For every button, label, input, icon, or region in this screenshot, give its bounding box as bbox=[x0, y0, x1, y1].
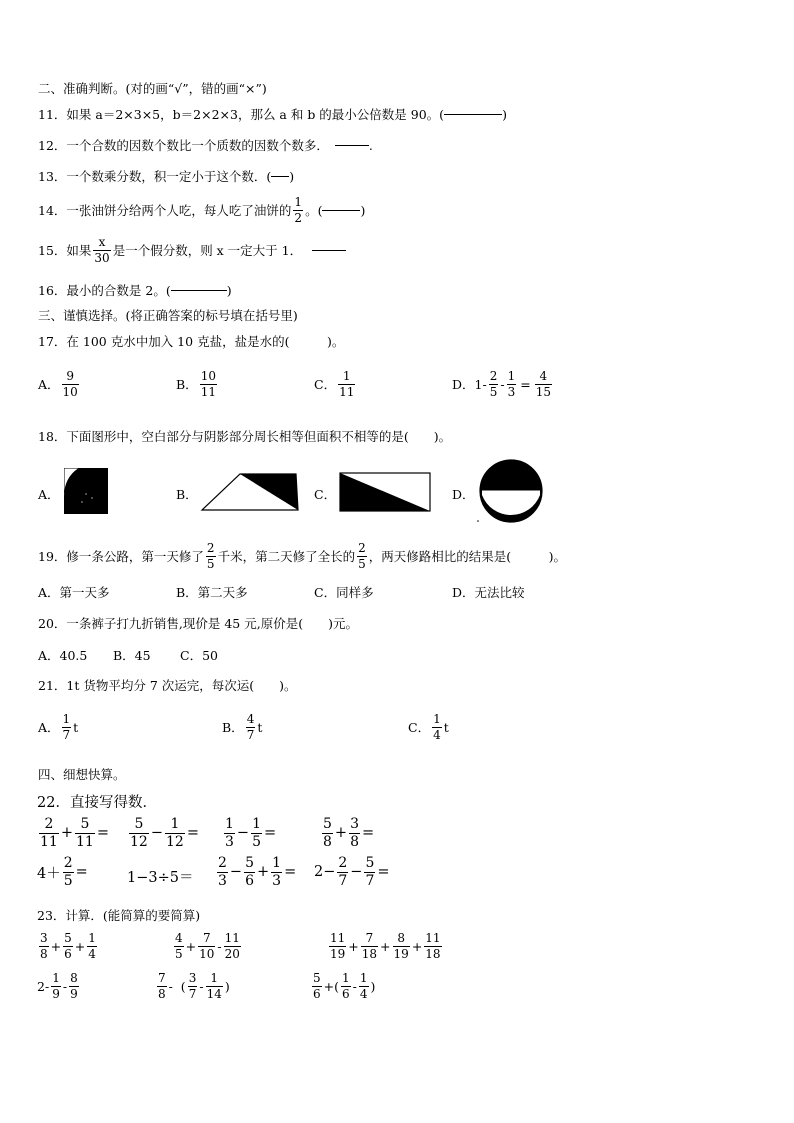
q23-calc-6 bbox=[310, 972, 375, 1000]
q20-b-text: B．45 bbox=[113, 648, 151, 663]
q19-option-d[interactable] bbox=[452, 583, 525, 601]
q23-title-text: 23．计算．(能简算的要简算) bbox=[37, 908, 201, 923]
operator: + bbox=[185, 938, 197, 954]
den: 8 bbox=[158, 986, 166, 1001]
q17-d-f2d: 3 bbox=[507, 384, 516, 399]
q14-post: 。( bbox=[305, 203, 323, 219]
den: 19 bbox=[393, 946, 409, 961]
frac bbox=[364, 856, 375, 888]
q17-stem: 17．在 100 克水中加入 10 克盐，盐是水的( )。 bbox=[38, 334, 345, 349]
frac bbox=[337, 856, 348, 888]
mid: +( bbox=[323, 978, 339, 994]
q21-b-den: 7 bbox=[246, 727, 255, 742]
frac bbox=[157, 972, 167, 1000]
frac bbox=[63, 932, 73, 960]
frac bbox=[271, 856, 282, 888]
q17-a-den: 10 bbox=[62, 384, 78, 399]
question-21 bbox=[38, 676, 297, 694]
question-23-title bbox=[37, 906, 200, 924]
frac bbox=[51, 972, 61, 1000]
q17-d-f2n: 1 bbox=[507, 369, 516, 383]
q21-c-den: 4 bbox=[433, 727, 441, 742]
q18-figure-d bbox=[476, 459, 546, 525]
q17-b-num: 10 bbox=[200, 369, 216, 383]
q17-d-f1d: 5 bbox=[489, 384, 498, 399]
q19-c-text: C．同样多 bbox=[314, 585, 374, 600]
equals: = bbox=[186, 825, 199, 842]
q17-option-a[interactable] bbox=[38, 370, 81, 398]
den: 12 bbox=[130, 833, 148, 850]
q22-expr-7 bbox=[215, 856, 296, 888]
num: 5 bbox=[245, 855, 254, 871]
num: 1 bbox=[342, 971, 350, 985]
frac bbox=[224, 932, 241, 960]
question-22-title bbox=[37, 791, 157, 812]
operator: + bbox=[348, 938, 359, 954]
num: 5 bbox=[64, 931, 72, 945]
section-3-title bbox=[38, 306, 298, 324]
num: 7 bbox=[158, 971, 166, 985]
q17-d-frac1 bbox=[489, 370, 499, 398]
operator: - bbox=[217, 938, 222, 954]
q18-option-a-label[interactable] bbox=[38, 485, 60, 503]
q21-a-num: 1 bbox=[62, 712, 71, 726]
num: 7 bbox=[365, 931, 374, 945]
q19-text: 19．修一条公路，第一天修了 bbox=[38, 549, 204, 565]
equals: = bbox=[75, 864, 88, 881]
q15-post: 是一个假分数，则 x 一定大于 1． bbox=[112, 243, 303, 259]
equals: = bbox=[96, 825, 109, 842]
q18-figure-b bbox=[200, 472, 300, 512]
num: 2 bbox=[63, 855, 73, 871]
operator: + bbox=[257, 864, 270, 881]
num: 1 bbox=[252, 816, 261, 832]
q17-c-fraction bbox=[338, 370, 355, 398]
frac bbox=[341, 972, 351, 1000]
frac bbox=[188, 972, 198, 1000]
frac bbox=[359, 972, 369, 1000]
operator: - bbox=[62, 978, 68, 994]
question-13 bbox=[38, 167, 294, 185]
frac bbox=[312, 972, 322, 1000]
q16-close: ) bbox=[226, 282, 232, 298]
q19-a-text: A．第一天多 bbox=[38, 585, 110, 600]
num: 2 bbox=[218, 855, 227, 871]
q18-d-label-text: D． bbox=[452, 487, 475, 502]
frac bbox=[349, 817, 360, 849]
den: 4 bbox=[88, 946, 96, 961]
operator: + bbox=[380, 938, 391, 954]
q14-den: 2 bbox=[294, 210, 303, 225]
q21-b-label: B． bbox=[222, 720, 244, 736]
q14-answer-blank[interactable] bbox=[322, 210, 360, 211]
section-4-title bbox=[38, 765, 126, 783]
q17-option-d[interactable] bbox=[452, 370, 554, 398]
q19-f1d: 5 bbox=[206, 556, 215, 571]
q19-f2d: 5 bbox=[358, 556, 366, 571]
lead: 4＋ bbox=[37, 865, 61, 882]
q21-a-den: 7 bbox=[62, 727, 71, 742]
num: 5 bbox=[313, 971, 321, 985]
q14-close: ) bbox=[360, 202, 366, 218]
num: 8 bbox=[70, 971, 78, 985]
frac bbox=[393, 932, 410, 960]
q14-num: 1 bbox=[294, 195, 303, 209]
q12-answer-blank[interactable] bbox=[335, 145, 369, 146]
q17-d-eq: = bbox=[520, 376, 531, 392]
den: 3 bbox=[225, 833, 234, 850]
den: 6 bbox=[313, 986, 321, 1001]
frac bbox=[361, 932, 378, 960]
num: 2 bbox=[44, 816, 54, 832]
operator: + bbox=[334, 825, 348, 842]
equals: = bbox=[284, 864, 297, 881]
frac bbox=[75, 817, 95, 849]
section-2-title-text: 二、准确判断。(对的画“√”，错的画“×”) bbox=[38, 81, 267, 96]
q15-num: x bbox=[98, 235, 106, 249]
den: 9 bbox=[70, 986, 78, 1001]
q21-b-num: 4 bbox=[246, 712, 255, 726]
den: 5 bbox=[252, 833, 261, 850]
num: 8 bbox=[397, 931, 405, 945]
q21-c-label: C． bbox=[408, 720, 431, 736]
q22-expr-4 bbox=[320, 817, 374, 849]
q17-d-label: D． bbox=[452, 377, 475, 393]
num: 11 bbox=[224, 931, 240, 945]
q19-mid: 千米，第二天修了全长的 bbox=[217, 549, 356, 565]
q22-title-text: 22．直接写得数． bbox=[37, 795, 157, 811]
operator: + bbox=[411, 938, 423, 954]
operator: + bbox=[50, 938, 62, 954]
expr-text: 1−3÷5＝ bbox=[127, 870, 194, 886]
q23-calc-4 bbox=[37, 972, 81, 1000]
q22-expr-8 bbox=[314, 856, 390, 888]
den: 8 bbox=[323, 833, 332, 850]
equals: = bbox=[362, 825, 375, 842]
frac bbox=[424, 932, 441, 960]
q23-calc-2 bbox=[172, 932, 243, 960]
num: 11 bbox=[425, 931, 441, 945]
q19-option-b[interactable] bbox=[176, 583, 248, 601]
q17-d-f3n: 4 bbox=[539, 369, 548, 383]
den: 7 bbox=[338, 872, 348, 889]
q18-figure-a bbox=[64, 468, 108, 514]
q17-d-f1n: 2 bbox=[489, 369, 498, 383]
question-11 bbox=[38, 105, 507, 123]
q12-end: . bbox=[368, 137, 373, 153]
lead: 2- bbox=[37, 978, 50, 994]
q17-d-lead: 1- bbox=[474, 376, 487, 392]
q17-b-label: B． bbox=[176, 377, 198, 393]
den: 7 bbox=[188, 986, 197, 1001]
q19-option-c[interactable] bbox=[314, 583, 374, 601]
q12-text: 12．一个合数的因数个数比一个质数的因数个数多． bbox=[38, 138, 329, 153]
q17-d-minus: - bbox=[500, 376, 505, 392]
q21-a-fraction bbox=[62, 713, 72, 741]
den: 18 bbox=[425, 946, 441, 961]
q19-b-text: B．第二天多 bbox=[176, 585, 248, 600]
question-20 bbox=[38, 614, 358, 632]
q17-b-den: 11 bbox=[200, 384, 216, 399]
num: 5 bbox=[80, 816, 90, 832]
num: 1 bbox=[210, 971, 219, 985]
q20-option-c[interactable] bbox=[180, 646, 218, 664]
q11-close: ) bbox=[502, 106, 507, 122]
frac bbox=[63, 856, 74, 888]
q15-den: 30 bbox=[94, 250, 110, 265]
q18-figure-c bbox=[339, 472, 431, 512]
q14-text: 14．一张油饼分给两个人吃，每人吃了油饼的 bbox=[38, 203, 292, 219]
q18-stem: 18．下面图形中，空白部分与阴影部分周长相等但面积不相等的是( )。 bbox=[38, 429, 452, 444]
mid: - ( bbox=[168, 978, 186, 994]
num: 3 bbox=[350, 816, 359, 832]
q19-option-a[interactable] bbox=[38, 583, 110, 601]
num: 1 bbox=[170, 816, 180, 832]
q23-calc-1 bbox=[37, 932, 99, 960]
q20-c-text: C．50 bbox=[180, 648, 218, 663]
num: 5 bbox=[365, 855, 375, 871]
den: 5 bbox=[175, 946, 183, 961]
frac bbox=[87, 932, 97, 960]
q13-text: 13．一个数乘分数，积一定小于这个数．( bbox=[38, 169, 272, 184]
q20-a-text: A．40.5 bbox=[38, 648, 88, 663]
q21-stem: 21．1t 货物平均分 7 次运完，每次运( )。 bbox=[38, 678, 297, 693]
den: 3 bbox=[218, 872, 227, 889]
den: 20 bbox=[224, 946, 240, 961]
operator: - bbox=[199, 978, 204, 994]
q22-expr-1 bbox=[37, 817, 109, 849]
num: 1 bbox=[52, 971, 60, 985]
operator: − bbox=[229, 864, 243, 881]
den: 10 bbox=[199, 946, 215, 961]
q17-c-num: 1 bbox=[342, 369, 351, 383]
q21-option-a[interactable] bbox=[38, 713, 78, 741]
close: ) bbox=[370, 978, 376, 994]
q21-c-num: 1 bbox=[433, 712, 441, 726]
q18-b-label-text: B． bbox=[176, 487, 198, 502]
frac bbox=[129, 817, 149, 849]
frac bbox=[251, 817, 262, 849]
lead: 2− bbox=[314, 864, 336, 881]
q11-answer-blank[interactable] bbox=[444, 114, 502, 115]
num: 1 bbox=[225, 816, 234, 832]
equals: = bbox=[264, 825, 277, 842]
section-3-title-text: 三、谨慎选择。(将正确答案的标号填在括号里) bbox=[38, 308, 298, 323]
frac bbox=[244, 856, 255, 888]
den: 3 bbox=[272, 872, 282, 889]
num: 7 bbox=[202, 931, 211, 945]
num: 2 bbox=[338, 855, 348, 871]
q18-option-c-label[interactable] bbox=[314, 485, 336, 503]
q19-frac1 bbox=[206, 542, 216, 570]
question-17 bbox=[38, 332, 344, 350]
q15-answer-blank[interactable] bbox=[312, 250, 346, 251]
q15-text: 15．如果 bbox=[38, 243, 92, 259]
q21-b-fraction bbox=[246, 713, 256, 741]
q21-a-label: A． bbox=[38, 720, 60, 736]
den: 7 bbox=[365, 872, 375, 889]
q19-post: ，两天修路相比的结果是( )。 bbox=[368, 549, 566, 565]
num: 11 bbox=[330, 931, 346, 945]
q21-c-unit: t bbox=[443, 719, 449, 735]
frac bbox=[224, 817, 235, 849]
q21-option-c[interactable] bbox=[408, 713, 449, 741]
den: 4 bbox=[359, 986, 368, 1001]
operator: − bbox=[150, 825, 163, 842]
q17-a-num: 9 bbox=[66, 369, 74, 383]
num: 5 bbox=[323, 816, 332, 832]
frac bbox=[322, 817, 333, 849]
section-4-title-text: 四、细想快算。 bbox=[38, 767, 126, 782]
den: 12 bbox=[165, 833, 184, 850]
operator: − bbox=[236, 825, 250, 842]
question-15 bbox=[38, 236, 346, 264]
q17-option-b[interactable] bbox=[176, 370, 219, 398]
q23-calc-3 bbox=[327, 932, 444, 960]
num: 4 bbox=[175, 931, 183, 945]
frac bbox=[217, 856, 228, 888]
frac bbox=[165, 817, 185, 849]
num: 3 bbox=[40, 931, 48, 945]
close: ) bbox=[224, 978, 230, 994]
q17-d-frac3 bbox=[535, 370, 552, 398]
den: 18 bbox=[361, 946, 378, 961]
den: 11 bbox=[40, 833, 58, 850]
q20-option-a[interactable] bbox=[38, 646, 87, 664]
den: 5 bbox=[63, 872, 73, 889]
den: 14 bbox=[206, 986, 222, 1001]
q17-d-frac2 bbox=[507, 370, 517, 398]
num: 3 bbox=[188, 971, 197, 985]
frac bbox=[198, 932, 215, 960]
q11-text: 11．如果 a＝2×3×5，b＝2×2×3，那么 a 和 b 的最小公倍数是 90。( bbox=[38, 107, 445, 122]
den: 11 bbox=[75, 833, 94, 850]
frac bbox=[206, 972, 223, 1000]
operator: − bbox=[350, 864, 363, 881]
q13-answer-blank[interactable] bbox=[271, 176, 289, 177]
q20-option-b[interactable] bbox=[113, 646, 151, 664]
q18-a-label-text: A． bbox=[38, 487, 60, 502]
operator: - bbox=[352, 978, 357, 994]
q14-fraction bbox=[293, 196, 303, 224]
den: 19 bbox=[330, 946, 346, 961]
q17-b-fraction bbox=[200, 370, 217, 398]
operator: + bbox=[74, 938, 86, 954]
q18-option-d-label[interactable] bbox=[452, 485, 475, 503]
den: 9 bbox=[52, 986, 60, 1001]
q17-a-fraction bbox=[62, 370, 79, 398]
frac bbox=[329, 932, 346, 960]
q18-c-label-text: C． bbox=[314, 487, 337, 502]
q21-b-unit: t bbox=[257, 719, 263, 735]
den: 6 bbox=[64, 946, 72, 961]
q17-c-label: C． bbox=[314, 377, 337, 393]
frac bbox=[39, 817, 59, 849]
q19-f1n: 2 bbox=[206, 541, 215, 555]
num: 1 bbox=[272, 855, 282, 871]
q21-a-unit: t bbox=[73, 719, 79, 735]
den: 8 bbox=[350, 833, 359, 850]
num: 5 bbox=[134, 816, 144, 832]
q19-d-text: D．无法比较 bbox=[452, 585, 525, 600]
den: 8 bbox=[40, 946, 48, 961]
q17-c-den: 11 bbox=[339, 384, 355, 399]
den: 6 bbox=[245, 872, 254, 889]
q17-a-label: A． bbox=[38, 377, 60, 393]
q21-c-fraction bbox=[432, 713, 442, 741]
q21-option-b[interactable] bbox=[222, 713, 262, 741]
q22-expr-5 bbox=[37, 856, 88, 888]
q15-fraction bbox=[93, 236, 110, 264]
q19-f2n: 2 bbox=[358, 541, 366, 555]
q19-frac2 bbox=[357, 542, 367, 570]
equals: = bbox=[377, 864, 390, 881]
q18-option-b-label[interactable] bbox=[176, 485, 198, 503]
q16-text: 16．最小的合数是 2。( bbox=[38, 283, 171, 298]
section-2-title bbox=[38, 79, 267, 97]
q22-expr-6 bbox=[127, 866, 193, 887]
q13-close: ) bbox=[289, 168, 295, 184]
den: 6 bbox=[342, 986, 350, 1001]
question-12 bbox=[38, 136, 373, 154]
q22-expr-3 bbox=[222, 817, 276, 849]
q23-calc-5 bbox=[155, 972, 230, 1000]
question-16 bbox=[38, 281, 232, 299]
q17-d-f3d: 15 bbox=[535, 384, 551, 399]
frac bbox=[69, 972, 79, 1000]
question-14 bbox=[38, 196, 365, 224]
question-19 bbox=[38, 542, 566, 570]
q22-expr-2 bbox=[127, 817, 199, 849]
q20-stem: 20．一条裤子打九折销售,现价是 45 元,原价是( )元。 bbox=[38, 616, 358, 631]
frac bbox=[174, 932, 184, 960]
frac bbox=[39, 932, 49, 960]
num: 1 bbox=[88, 931, 96, 945]
q17-option-c[interactable] bbox=[314, 370, 357, 398]
question-18 bbox=[38, 427, 451, 445]
num: 1 bbox=[359, 971, 368, 985]
operator: + bbox=[60, 825, 73, 842]
q16-answer-blank[interactable] bbox=[171, 290, 227, 291]
